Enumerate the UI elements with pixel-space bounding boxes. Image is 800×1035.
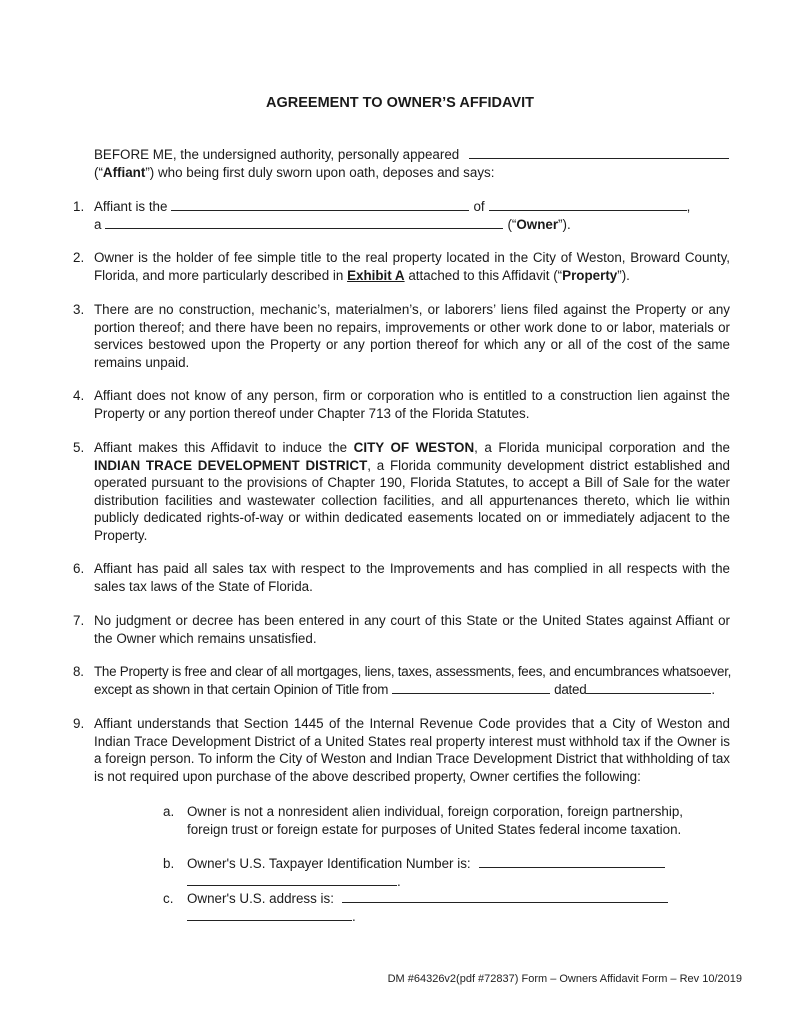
intro-rest: ”) who being first duly sworn upon oath, deposes and says: — [145, 164, 495, 180]
item-text: There are no construction, mechanic’s, materialmen’s, or laborers’ liens filed against the Property or any portion thereof; and there have been no repairs, improvements or other work done to or labor, materials or services bestowed upon the Property or any portion thereof for which any or all of the cost of the same remains unpaid. — [94, 302, 730, 370]
item-text: a — [94, 216, 102, 232]
quote: (“ — [507, 216, 517, 232]
affiant-term: Affiant — [102, 164, 146, 180]
item-text: The Property is free and clear of all mortgages, liens, taxes, assessments, fees, and encumbrances whatsoever, — [94, 664, 732, 679]
item-7 — [73, 612, 730, 647]
period: . — [352, 908, 356, 924]
taxpayer-id-field-continued[interactable] — [187, 873, 397, 886]
company-field[interactable] — [489, 198, 687, 211]
intro-paragraph — [73, 146, 730, 181]
item-number: 5. — [73, 440, 85, 455]
subitem-b — [163, 855, 683, 890]
item-9 — [73, 715, 730, 785]
subitem-letter: b. — [163, 856, 175, 871]
item-text: , a Florida municipal corporation and the — [474, 440, 730, 455]
item-8 — [73, 663, 730, 698]
item-number: 1. — [73, 199, 85, 214]
subitem-text: Owner's U.S. address is: — [187, 891, 334, 906]
subitem-c — [163, 890, 683, 925]
item-number: 4. — [73, 388, 85, 403]
item-text: ”). — [617, 267, 630, 283]
item-3 — [73, 301, 730, 371]
item-text: No judgment or decree has been entered in any court of this State or the United States against Affiant or the Owner which remains unsatisfied. — [94, 613, 730, 646]
quote: ”). — [558, 216, 571, 232]
quote: (“ — [94, 164, 103, 180]
item-2 — [73, 249, 730, 284]
item-number: 3. — [73, 302, 85, 317]
item-text: Affiant does not know of any person, firm or corporation who is entitled to a construction lien against the Property or any portion thereof under Chapter 713 of the Florida Statutes. — [94, 388, 730, 421]
item-text: , a Florida community development district established and operated pursuant to the provisions of Chapter 190, Florida Statutes, to accept a Bill of Sale for the water distribution facilities and wastewater collection facilities, and all appurtenances thereto, which lie within publicly dedicated rights-of-way or within dedicated easements located on or immediately adjacent to the Property. — [94, 457, 731, 543]
item-text: attached to this Affidavit (“ — [404, 267, 563, 283]
city-of-weston: CITY OF WESTON — [353, 440, 475, 455]
opinion-of-title-from-field[interactable] — [392, 681, 550, 694]
item-number: 2. — [73, 250, 85, 265]
item-4 — [73, 387, 730, 422]
intro-text: BEFORE ME, the undersigned authority, personally appeared — [94, 147, 460, 162]
subitem-text: Owner's U.S. Taxpayer Identification Number is: — [187, 856, 471, 871]
item-text: Affiant makes this Affidavit to induce the — [94, 440, 354, 455]
exhibit-a-reference: Exhibit A — [347, 267, 405, 283]
item-text: , — [686, 199, 691, 214]
subitem-a — [163, 803, 683, 838]
item-number: 7. — [73, 613, 85, 628]
item-text: of — [473, 199, 485, 214]
item-1 — [73, 198, 730, 233]
item-text: . — [711, 681, 715, 697]
affiant-name-field[interactable] — [469, 146, 729, 159]
item-5 — [73, 439, 730, 544]
owner-term: Owner — [516, 216, 559, 232]
item-text: Owner is the holder of fee simple title to the real property located in the City of Weston, Broward County, Florida, and more particularly described in — [94, 250, 730, 283]
item-number: 6. — [73, 561, 85, 576]
document-footer: DM #64326v2(pdf #72837) Form – Owners Affidavit Form – Rev 10/2019 — [387, 973, 742, 985]
item-6 — [73, 560, 730, 595]
us-address-field[interactable] — [342, 890, 668, 903]
taxpayer-id-field[interactable] — [479, 855, 665, 868]
indian-trace-district: INDIAN TRACE DEVELOPMENT DISTRICT — [94, 457, 368, 473]
item-number: 8. — [73, 664, 84, 679]
item-text: Affiant is the — [94, 199, 168, 214]
opinion-date-field[interactable] — [586, 681, 711, 694]
period: . — [397, 873, 401, 889]
property-term: Property — [562, 267, 618, 283]
entity-type-field[interactable] — [105, 216, 503, 229]
item-text: except as shown in that certain Opinion of Title from — [94, 681, 389, 697]
subitem-letter: c. — [163, 891, 174, 906]
item-text: dated — [554, 681, 587, 697]
item-text: Affiant understands that Section 1445 of the Internal Revenue Code provides that a City of Weston and Indian Trace Development District of a United States real property interest must withhold tax if the Owner is a foreign person. To inform the City of Weston and Indian Trace Development District that withholding of tax is not required upon purchase of the above described property, Owner certifies the following: — [94, 716, 730, 784]
affiant-title-field[interactable] — [171, 198, 469, 211]
subitem-text: Owner is not a nonresident alien individual, foreign corporation, foreign partnership, foreign trust or foreign estate for purposes of United States federal income taxation. — [187, 804, 683, 837]
item-number: 9. — [73, 716, 85, 731]
subitem-letter: a. — [163, 804, 175, 819]
us-address-field-continued[interactable] — [187, 908, 352, 921]
document-title: AGREEMENT TO OWNER’S AFFIDAVIT — [266, 95, 534, 111]
item-text: Affiant has paid all sales tax with respect to the Improvements and has complied in all respects with the sales tax laws of the State of Florida. — [94, 561, 730, 594]
